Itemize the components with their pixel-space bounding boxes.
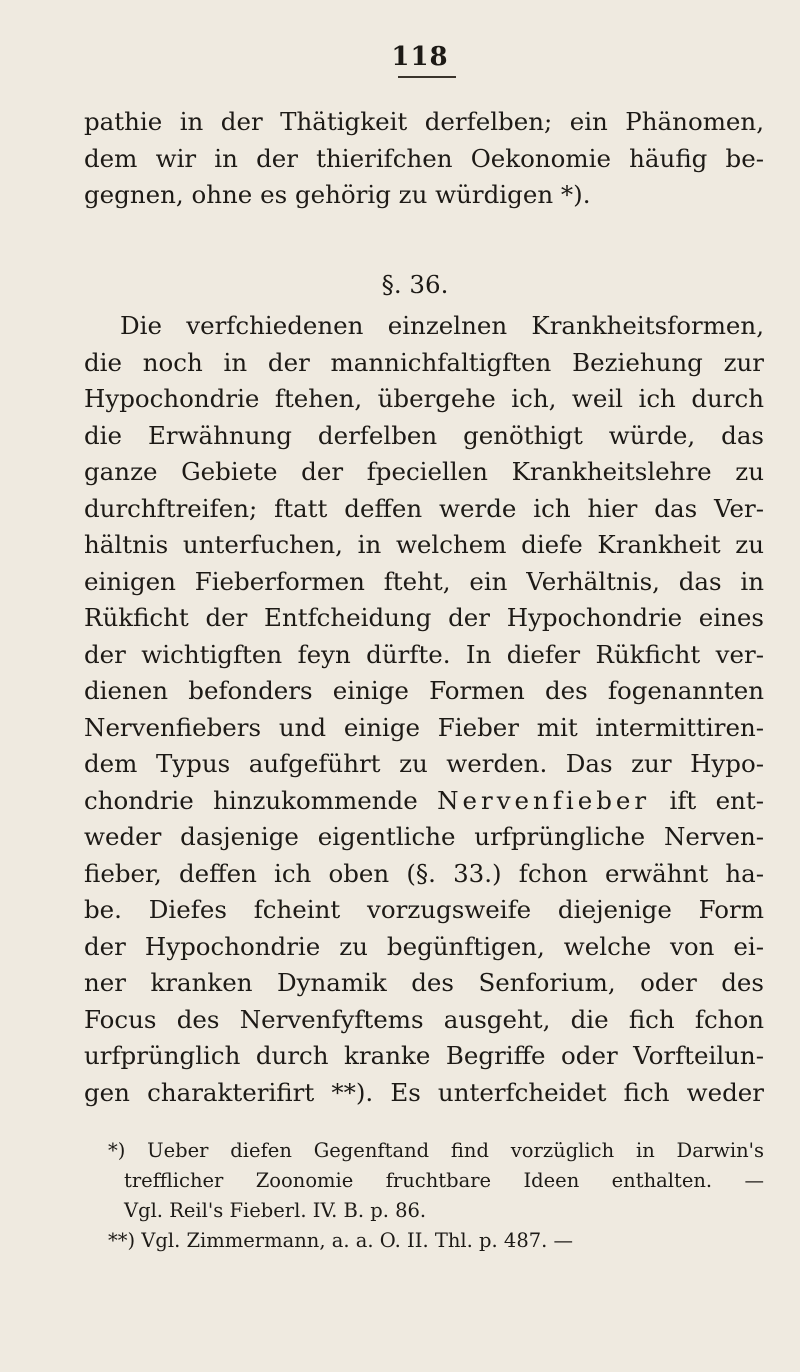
text-line: dem Typus aufgeführt zu werden. Das zur Hypo- xyxy=(84,749,764,778)
spaced-term: Nervenfieber xyxy=(437,785,651,815)
text-line: Nervenfiebers und einige Fieber mit intermittiren- xyxy=(84,712,764,742)
text-line: durchftreifen; ftatt deffen werde ich hier das Ver- xyxy=(84,493,764,523)
text-segment: chondrie hinzukommende xyxy=(84,785,418,815)
text-line: fieber, deffen ich oben (§. 33.) fchon erwähnt ha- xyxy=(84,858,764,888)
section-heading: §. 36. xyxy=(381,270,449,299)
text-line: pathie in der Thätigkeit derfelben; ein Phänomen, xyxy=(84,107,764,136)
text-line: hältnis unterfuchen, in welchem diefe Krankheit zu xyxy=(84,530,764,559)
text-line: gen charakterifirt **). Es unterfcheidet fich weder xyxy=(84,1077,764,1107)
text-line: Hypochondrie ftehen, übergehe ich, weil ich durch xyxy=(84,384,764,413)
text-line: Rükficht der Entfcheidung der Hypochondrie eines xyxy=(84,603,764,632)
continued-paragraph xyxy=(84,104,764,214)
text-line: Die verfchiedenen einzelnen Krankheitsformen, xyxy=(120,311,764,340)
footnote-line: *) Ueber diefen Gegenftand find vorzüglich in Darwin's xyxy=(108,1139,764,1162)
text-line: urfprünglich durch kranke Begriffe oder Vorfteilun- xyxy=(84,1041,764,1070)
text-line: weder dasjenige eigentliche urfprüngliche Nerven- xyxy=(84,822,764,851)
text-line: be. Diefes fcheint vorzugsweife diejenige Form xyxy=(84,895,764,924)
footnote-line: Vgl. Reil's Fieberl. IV. B. p. 86. xyxy=(124,1199,427,1222)
text-line: dienen befonders einige Formen des fogenannten xyxy=(84,676,764,705)
text-line: der Hypochondrie zu begünftigen, welche von ei- xyxy=(84,931,764,961)
footnote-line: trefflicher Zoonomie fruchtbare Ideen enthalten. — xyxy=(124,1169,764,1192)
footnotes xyxy=(84,1136,764,1256)
text-line-emphasis xyxy=(84,783,764,820)
text-line: der wichtigften feyn dürfte. In diefer Rükficht ver- xyxy=(84,639,764,669)
text-line: gegnen, ohne es gehörig zu würdigen *). xyxy=(84,180,591,209)
text-line: ganze Gebiete der fpeciellen Krankheitslehre zu xyxy=(84,457,764,486)
text-line: einigen Fieberformen fteht, ein Verhältnis, das in xyxy=(84,566,764,596)
footnote-line: **) Vgl. Zimmermann, a. a. O. II. Thl. p. 487. — xyxy=(108,1229,574,1252)
page-number-rule xyxy=(398,76,456,78)
text-line: die Erwähnung derfelben genöthigt würde, das xyxy=(84,420,764,450)
text-line: dem wir in der thierifchen Oekonomie häufig be- xyxy=(84,143,764,173)
text-segment: ift ent- xyxy=(669,785,764,815)
text-line: ner kranken Dynamik des Senforium, oder des xyxy=(84,968,764,997)
text-line: Focus des Nervenfyftems ausgeht, die fich fchon xyxy=(84,1004,764,1034)
section-paragraph xyxy=(84,308,764,1111)
text-line: die noch in der mannichfaltigften Beziehung zur xyxy=(84,347,764,377)
page-number: 118 xyxy=(391,42,449,72)
